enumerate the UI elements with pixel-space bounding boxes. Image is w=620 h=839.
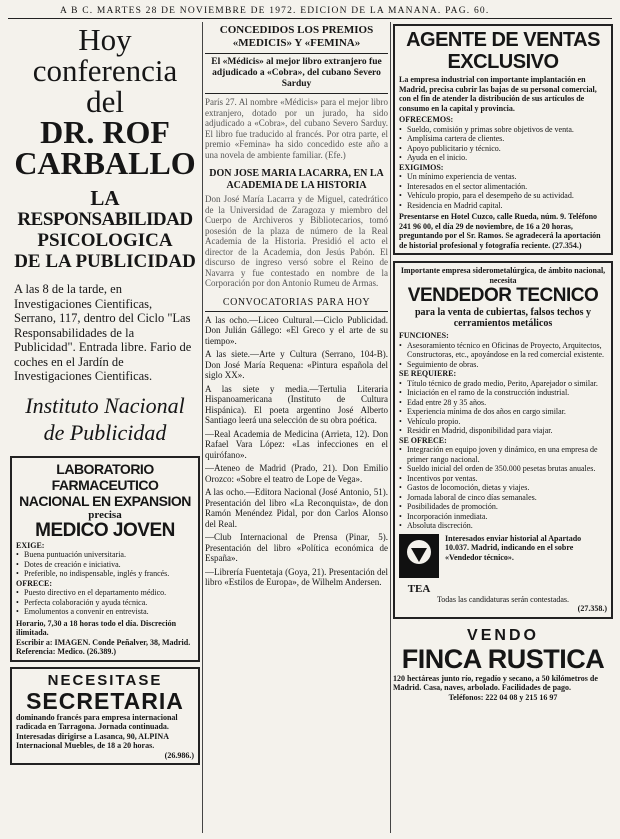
- requiere-list: [399, 379, 607, 436]
- ad-secretaria: [10, 667, 200, 766]
- list-item: A las ocho.—Liceo Cultural.—Ciclo Publicidad. Don Julián Gállego: «El Greco y el arte de su tiempo».: [205, 314, 388, 346]
- list-item: —Real Academia de Medicina (Arrieta, 12). Don Rafael Vara López: «Las infecciones en el quirófano».: [205, 428, 388, 460]
- column-middle: [205, 24, 388, 834]
- ad-job: MEDICO JOVEN: [35, 519, 175, 541]
- list-item: A las siete.—Arte y Cultura (Serrano, 104-B). Don José María Requena: «Pintura española del siglo XX».: [205, 349, 388, 380]
- list-item: • Residencia en Madrid capital.: [399, 201, 607, 211]
- ofrece-title: SE OFRECE:: [399, 435, 447, 445]
- conference-line: Hoy: [78, 24, 132, 57]
- list-item: A las siete y media.—Tertulia Literaria Hispanoamericana (Instituto de Cultura Hispánica). El poeta argentino José Alberto Santiago leerá una selección de su obra poética.: [205, 383, 388, 425]
- topic-line: RESPONSABILIDAD: [17, 209, 193, 230]
- ad-laboratorio: [10, 456, 200, 662]
- list-item: • Buena puntuación universitaria.: [16, 550, 194, 560]
- exigimos-title: EXIGIMOS:: [399, 162, 444, 172]
- list-item: • Incorporación inmediata.: [399, 512, 607, 522]
- list-item: —Librería Fuentetaja (Goya, 21). Presentación del libro «Estilos de Europa», de Wilhelm Andersen.: [205, 566, 388, 587]
- list-item: • Sueldo inicial del orden de 350.000 pesetas brutas anuales.: [399, 464, 607, 474]
- topic-line: LA: [90, 186, 120, 210]
- tea-logo: [399, 534, 439, 595]
- tea-logo-icon: [399, 534, 439, 578]
- list-item: • Absoluta discreción.: [399, 521, 607, 531]
- ad-contact: Presentarse en Hotel Cuzco, calle Rueda, núm. 9. Teléfono 241 96 00, el día 29 de noviembre, de 16 a 20 horas, preguntando por el Sr. Ramos. Se agradecerá la aportación de historial profesional y fotografía reciente. (27.354.): [399, 212, 601, 250]
- ad-contact: Interesados enviar historial al Apartado 10.037. Madrid, indicando en el sobre «Vendedor técnico».: [445, 533, 582, 562]
- column-rule: [390, 22, 391, 833]
- list-item: • Jornada laboral de cinco días semanales.: [399, 493, 607, 503]
- list-item: • Amplísima cartera de clientes.: [399, 134, 607, 144]
- ofrece-list: [16, 588, 194, 617]
- list-item: • Vehículo propio, para el desempeño de su actividad.: [399, 191, 607, 201]
- article-title: CONCEDIDOS LOS PREMIOS «MEDICIS» Y «FEMINA»: [219, 24, 374, 49]
- ad-contact: Interesadas dirigirse a Lasanca, 90, ALPINA Internacional Muebles, de 18 a 20 horas.: [16, 731, 169, 750]
- exigimos-list: [399, 172, 607, 210]
- column-rule: [202, 22, 203, 833]
- ad-text: 120 hectáreas junto río, regadío y secano, a 50 kilómetros de Madrid. Casa, naves, arbolado. Facilidades de pago.: [393, 673, 598, 692]
- organizer-line: Instituto Nacional: [25, 392, 185, 418]
- tea-label: TEA: [407, 582, 431, 595]
- ad-footer: [399, 534, 607, 595]
- speaker-name: DR. ROF: [40, 114, 170, 150]
- article-title: DON JOSE MARIA LACARRA, EN LA ACADEMIA DE LA HISTORIA: [209, 168, 384, 191]
- ad-contact: Escribir a: IMAGEN. Conde Peñalver, 38, Madrid. Referencia: Medico. (26.389.): [16, 637, 191, 656]
- list-item: —Club Internacional de Prensa (Pinar, 5). Presentación del libro «Política económica de España».: [205, 532, 388, 563]
- ofrece-list: [399, 445, 607, 531]
- header-rule: [8, 18, 612, 19]
- list-item: • Gastos de locomoción, dietas y viajes.: [399, 483, 607, 493]
- requiere-title: SE REQUIERE:: [399, 369, 457, 378]
- ad-ref: (27.358.): [577, 604, 607, 613]
- list-item: • Asesoramiento técnico en Oficinas de Proyecto, Arquitectos, Constructoras, etc., apoyándose en la red comercial existente.: [399, 341, 607, 360]
- ad-title: NECESITASE: [47, 671, 163, 689]
- ad-title: FINCA RUSTICA: [401, 643, 605, 674]
- ofrecemos-title: OFRECEMOS:: [399, 115, 454, 124]
- list-item: • Incentivos por ventas.: [399, 474, 607, 484]
- list-item: —Ateneo de Madrid (Prado, 21). Don Emilio Orozco: «Sobre el teatro de Lope de Vega».: [205, 463, 388, 484]
- ad-ref: (26.986.): [164, 750, 194, 760]
- list-item: • Posibilidades de promoción.: [399, 502, 607, 512]
- list-item: • Residir en Madrid, disponibilidad para viajar.: [399, 426, 607, 436]
- funciones-list: [399, 341, 607, 370]
- list-item: • Preferible, no indispensable, inglés y francés.: [16, 569, 194, 579]
- list-item: • Interesados en el sector alimentación.: [399, 182, 607, 192]
- ofrecemos-list: [399, 125, 607, 163]
- article-body: Don José María Lacarra y de Miguel, catedrático de la Universidad de Zaragoza y miembro del Cuerpo de Archiveros y Bibliotecarios, tomó posesión de la plaza de número de la Real Academia de la Historia. Presidió el acto el director de la Academia, don Jesús Pabón. El discurso de ingreso versó sobre el Reino de Navarra y fue contestado en nombre de la Corporación por don Antonio Rumeu de Armas.: [205, 194, 388, 288]
- exige-title: EXIGE:: [16, 540, 45, 550]
- speaker-name: CARBALLO: [14, 145, 196, 181]
- ad-note: Todas las candidaturas serán contestadas.: [436, 594, 570, 604]
- ad-title: VENDEDOR TECNICO: [407, 285, 599, 306]
- ad-job: SECRETARIA: [26, 687, 184, 714]
- conference-announcement: [10, 24, 200, 272]
- list-item: • Seguimiento de obras.: [399, 360, 607, 370]
- section-title: CONVOCATORIAS PARA HOY: [222, 296, 371, 308]
- exige-list: [16, 550, 194, 579]
- article-body: París 27. Al nombre «Médicis» para el mejor libro extranjero, dotado por un jurado, ha sido adjudicado a «Cobra», del cubano Severo Sarduy. El libro fue traducido al francés. Por otra parte, el premio «Femina» ha sido concedido este año a una novela de ambiente familiar. (Efe.): [205, 97, 388, 160]
- conference-details: A las 8 de la tarde, en Investigaciones Cientificas, Serrano, 117, dentro del Ciclo "Las Responsabilidades de la Publicidad". Entrada libre. Fario de coches en el Jardín de Investigaciones Cientificas.: [14, 282, 192, 383]
- ofrece-title: OFRECE:: [16, 578, 52, 588]
- ad-text: dominando francés para empresa internacional radicada en Tarragona. Jornada continuada.: [16, 712, 178, 731]
- list-item: • Sueldo, comisión y primas sobre objetivos de venta.: [399, 125, 607, 135]
- ad-phone: Teléfonos: 222 04 08 y 215 16 97: [448, 692, 558, 702]
- column-right: [393, 24, 613, 834]
- list-item: • Integración en equipo joven y dinámico, en una empresa de primer rango nacional.: [399, 445, 607, 464]
- ad-sub: para la venta de cubiertas, falsos techos y cerramientos metálicos: [414, 307, 592, 329]
- list-item: A las ocho.—Editora Nacional (José Antonio, 51). Presentación del libro «La Reconquista», de don Ramón Menéndez Pidal, por don Carlos Alonso del Real.: [205, 487, 388, 529]
- list-item: • Ayuda en el inicio.: [399, 153, 607, 163]
- ad-title: AGENTE DE VENTAS: [406, 29, 600, 51]
- list-item: • Puesto directivo en el departamento médico.: [16, 588, 194, 598]
- list-item: • Emolumentos a convenir en entrevista.: [16, 607, 194, 617]
- page-header: A B C. MARTES 28 DE NOVIEMBRE DE 1972. EDICION DE LA MAÑANA. PAG. 60.: [60, 6, 490, 16]
- ad-intro: La empresa industrial con importante implantación en Madrid, precisa cubrir las bajas de su personal comercial, con el fin de atender la distribución de sus artículos de consumo en la capital y provincia.: [399, 75, 597, 113]
- topic-line: DE LA PUBLICIDAD: [14, 251, 196, 272]
- ad-title: EXCLUSIVO: [447, 51, 559, 73]
- ad-agente: [393, 24, 613, 255]
- ad-vendo: VENDO: [467, 626, 539, 644]
- list-item: • Perfecta colaboración y ayuda técnica.: [16, 598, 194, 608]
- funciones-title: FUNCIONES:: [399, 331, 449, 340]
- list-item: • Vehículo propio.: [399, 417, 607, 427]
- topic-line: PSICOLOGICA: [37, 230, 173, 251]
- ad-title: LABORATORIO FARMACEUTICO NACIONAL EN EXPANSION: [19, 460, 191, 509]
- list-item: • Experiencia mínima de dos años en cargo similar.: [399, 407, 607, 417]
- ad-vendedor: [393, 261, 613, 619]
- list-item: • Dotes de creación e iniciativa.: [16, 560, 194, 570]
- list-item: • Iniciación en el ramo de la construcción industrial.: [399, 388, 607, 398]
- ad-finca: [393, 627, 613, 703]
- list-item: • Apoyo publicitario y técnico.: [399, 144, 607, 154]
- list-item: • Un mínimo experiencia de ventas.: [399, 172, 607, 182]
- convocatorias-list: [205, 315, 388, 588]
- list-item: • Título técnico de grado medio, Perito, Aparejador o similar.: [399, 379, 607, 389]
- organizer: [10, 392, 200, 446]
- article-subtitle: El «Médicis» al mejor libro extranjero fue adjudicado a «Cobra», del cubano Severo Sarduy: [211, 57, 382, 89]
- organizer-line: de Publicidad: [43, 419, 167, 445]
- ad-intro: Importante empresa siderometalúrgica, de ámbito nacional, necesita: [400, 266, 606, 285]
- conference-line: del: [86, 84, 124, 119]
- ad-horario: Horario, 7,30 a 18 horas todo el día. Discreción ilimitada.: [16, 618, 177, 637]
- column-left: [10, 24, 200, 834]
- ad-precisa: precisa: [88, 508, 122, 521]
- conference-line: conferencia: [32, 53, 178, 88]
- list-item: • Edad entre 28 y 35 años.: [399, 398, 607, 408]
